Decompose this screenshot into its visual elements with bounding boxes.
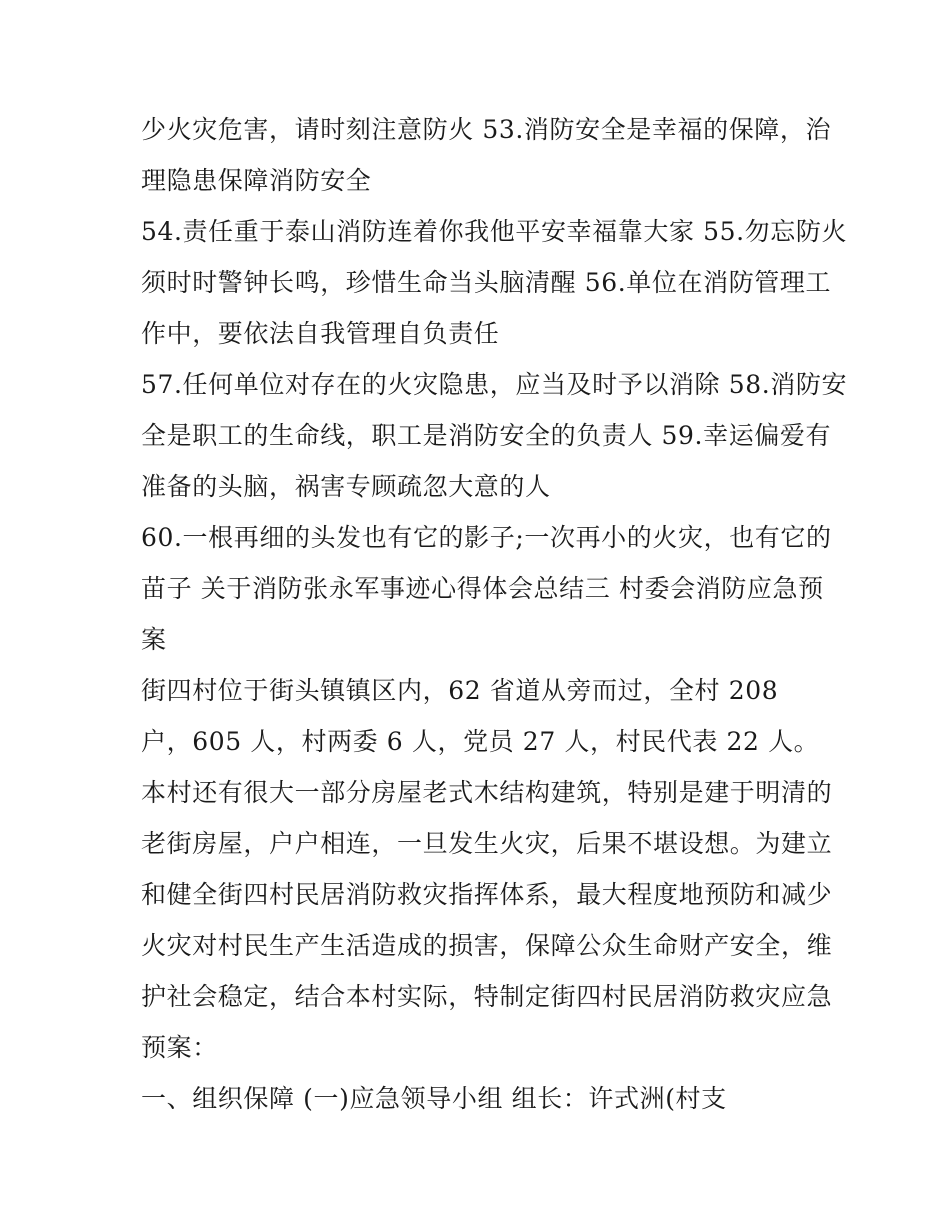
text-line: 苗子 关于消防张永军事迹心得体会总结三 村委会消防应急预 bbox=[141, 574, 824, 603]
text-line: 火灾对村民生产生活造成的损害，保障公众生命财产安全，维 bbox=[141, 931, 833, 960]
text-line: 60.一根再细的头发也有它的影子;一次再小的火灾，也有它的 bbox=[141, 523, 832, 552]
text-line: 和健全街四村民居消防救灾指挥体系，最大程度地预防和减少 bbox=[141, 880, 833, 909]
text-line: 案 bbox=[141, 625, 167, 654]
text-line: 全是职工的生命线，职工是消防安全的负责人 59.幸运偏爱有 bbox=[141, 421, 832, 450]
text-line: 一、组织保障 (一)应急领导小组 组长：许式洲(村支 bbox=[141, 1084, 727, 1113]
text-line: 准备的头脑，祸害专顾疏忽大意的人 bbox=[141, 472, 551, 501]
text-line: 老街房屋，户户相连，一旦发生火灾，后果不堪设想。为建立 bbox=[141, 829, 833, 858]
text-line: 户，605 人，村两委 6 人，党员 27 人，村民代表 22 人。 bbox=[141, 727, 820, 756]
text-line: 理隐患保障消防安全 bbox=[141, 166, 372, 195]
text-line: 本村还有很大一部分房屋老式木结构建筑，特别是建于明清的 bbox=[141, 778, 833, 807]
text-line: 作中，要依法自我管理自负责任 bbox=[141, 319, 500, 348]
text-line: 护社会稳定，结合本村实际，特制定街四村民居消防救灾应急 bbox=[141, 982, 833, 1011]
text-line: 54.责任重于泰山消防连着你我他平安幸福靠大家 55.勿忘防火 bbox=[141, 217, 848, 246]
text-line: 57.任何单位对存在的火灾隐患，应当及时予以消除 58.消防安 bbox=[141, 370, 848, 399]
text-line: 少火灾危害，请时刻注意防火 53.消防安全是幸福的保障，治 bbox=[141, 115, 832, 144]
text-line: 须时时警钟长鸣，珍惜生命当头脑清醒 56.单位在消防管理工 bbox=[141, 268, 832, 297]
text-line: 预案： bbox=[141, 1033, 218, 1062]
text-line: 街四村位于街头镇镇区内，62 省道从旁而过，全村 208 bbox=[141, 676, 779, 705]
